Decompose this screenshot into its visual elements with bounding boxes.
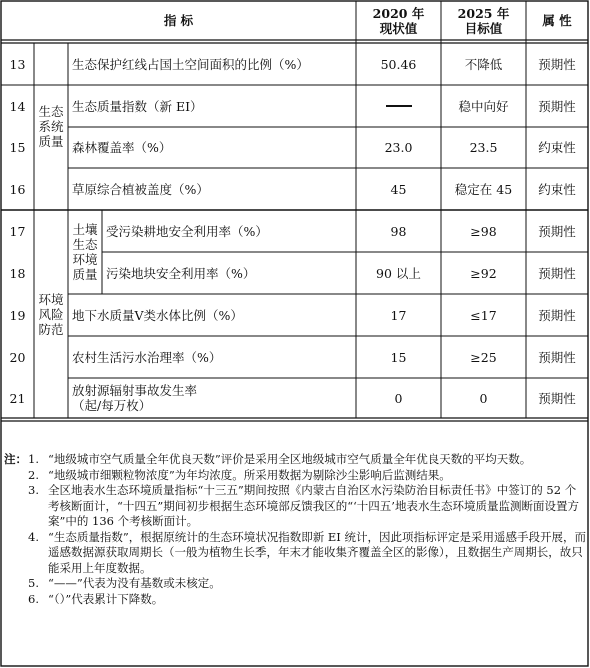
header-2025 <box>441 1 526 40</box>
group-soil-quality: 土壤 生态 环境 质量 <box>72 222 98 282</box>
row-number: 18 <box>9 265 26 281</box>
attribute: 预期性 <box>538 98 576 114</box>
row-number: 17 <box>9 223 26 239</box>
note-number: 5. <box>28 576 39 590</box>
notes-section <box>4 452 586 607</box>
no-base-dash <box>386 105 412 107</box>
value-2020 <box>356 85 441 127</box>
value-2020: 0 <box>394 390 403 406</box>
value-2020: 23.0 <box>384 140 413 155</box>
indicator-name: 污染地块安全利用率（%） <box>106 265 256 281</box>
row-number: 19 <box>9 307 26 323</box>
attribute: 预期性 <box>538 56 576 72</box>
note-item <box>4 468 586 484</box>
value-2020: 50.46 <box>380 56 417 72</box>
indicator-name: 放射源辐射事故发生率 （起/每万枚） <box>72 383 198 413</box>
note-text: “——”代表为没有基数或未核定。 <box>48 576 221 590</box>
row-number: 13 <box>9 56 26 72</box>
row-number: 15 <box>9 140 26 155</box>
target-2025: ≥92 <box>470 265 497 281</box>
note-number: 6. <box>28 591 39 606</box>
target-2025: 稳定在 45 <box>454 181 513 197</box>
header-2020-year: 2020 年 <box>372 5 425 21</box>
note-item <box>4 483 586 530</box>
target-2025: ≥25 <box>470 349 497 365</box>
header-indicator: 指 标 <box>163 13 194 28</box>
target-2025: ≤17 <box>470 307 497 323</box>
note-text: “地级城市细颗粒物浓度”为年均浓度。所采用数据为剔除沙尘影响后监测结果。 <box>48 467 451 482</box>
header-attribute: 属 性 <box>542 13 572 28</box>
attribute: 预期性 <box>538 223 576 239</box>
notes-label: 注： <box>4 452 27 466</box>
header-2025-label: 目标值 <box>464 20 503 36</box>
target-2025: 0 <box>479 390 488 406</box>
indicator-name: 生态质量指数（新 EI） <box>72 98 203 114</box>
target-2025: 23.5 <box>469 140 498 155</box>
attribute: 预期性 <box>538 265 576 281</box>
note-number: 1. <box>28 452 39 466</box>
note-number: 4. <box>28 529 39 544</box>
header-2025-year: 2025 年 <box>457 5 510 21</box>
indicator-name: 森林覆盖率（%） <box>72 140 172 155</box>
note-number: 3. <box>28 483 39 497</box>
indicator-name: 草原综合植被盖度（%） <box>72 181 209 197</box>
indicator-name: 受污染耕地安全利用率（%） <box>106 223 268 239</box>
row-number: 21 <box>9 390 26 406</box>
attribute: 预期性 <box>538 349 576 365</box>
note-text: 全区地表水生态环境质量指标“十三五”期间按照《内蒙古自治区水污染防治目标责任书》中签订的 52 个考核断面计，“十四五”期间初步根据生态环境部反馈我区的“‘十四五’地表水生态环境质量监测断面设置方案”中的 136 个考核断面计。 <box>48 483 579 528</box>
group-env-risk: 环境 风险 防范 <box>38 291 64 337</box>
value-2020: 45 <box>390 181 407 197</box>
attribute: 预期性 <box>538 307 576 323</box>
note-item <box>4 576 586 592</box>
attribute: 约束性 <box>538 140 576 155</box>
note-text: “生态质量指数”，根据原统计的生态环境状况指数即新 EI 统计，因此项指标评定是采用遥感手段开展，而遥感数据源获取周期长（一般为植物生长季，年末才能收集齐覆盖全区的影像），且数据生产周期长，故只能采用上年度数据。 <box>48 529 587 575</box>
value-2020: 17 <box>390 307 407 323</box>
value-2020: 15 <box>390 349 407 365</box>
note-number: 2. <box>28 467 39 482</box>
group-eco-quality: 生态 系统 质量 <box>38 104 64 149</box>
value-2020: 98 <box>390 223 407 239</box>
row-number: 16 <box>9 181 26 197</box>
attribute: 预期性 <box>538 390 576 406</box>
indicator-name: 生态保护红线占国土空间面积的比例（%） <box>72 56 309 72</box>
indicator-name: 地下水质量Ⅴ类水体比例（%） <box>72 307 243 323</box>
note-text: “（）”代表累计下降数。 <box>48 591 164 606</box>
note-item <box>4 592 586 608</box>
attribute: 约束性 <box>538 181 576 197</box>
target-2025: 不降低 <box>464 56 503 72</box>
header-2020 <box>356 1 441 40</box>
note-text: “地级城市空气质量全年优良天数”评价是采用全区地级城市空气质量全年优良天数的平均天数。 <box>48 452 532 466</box>
note-item <box>4 530 586 577</box>
header-2020-label: 现状值 <box>379 20 418 36</box>
target-2025: 稳中向好 <box>458 98 509 114</box>
row-number: 14 <box>9 98 26 114</box>
note-item <box>4 452 586 468</box>
value-2020: 90 以上 <box>376 265 421 281</box>
indicator-name: 农村生活污水治理率（%） <box>72 349 222 365</box>
row-number: 20 <box>9 349 26 365</box>
target-2025: ≥98 <box>470 223 497 239</box>
